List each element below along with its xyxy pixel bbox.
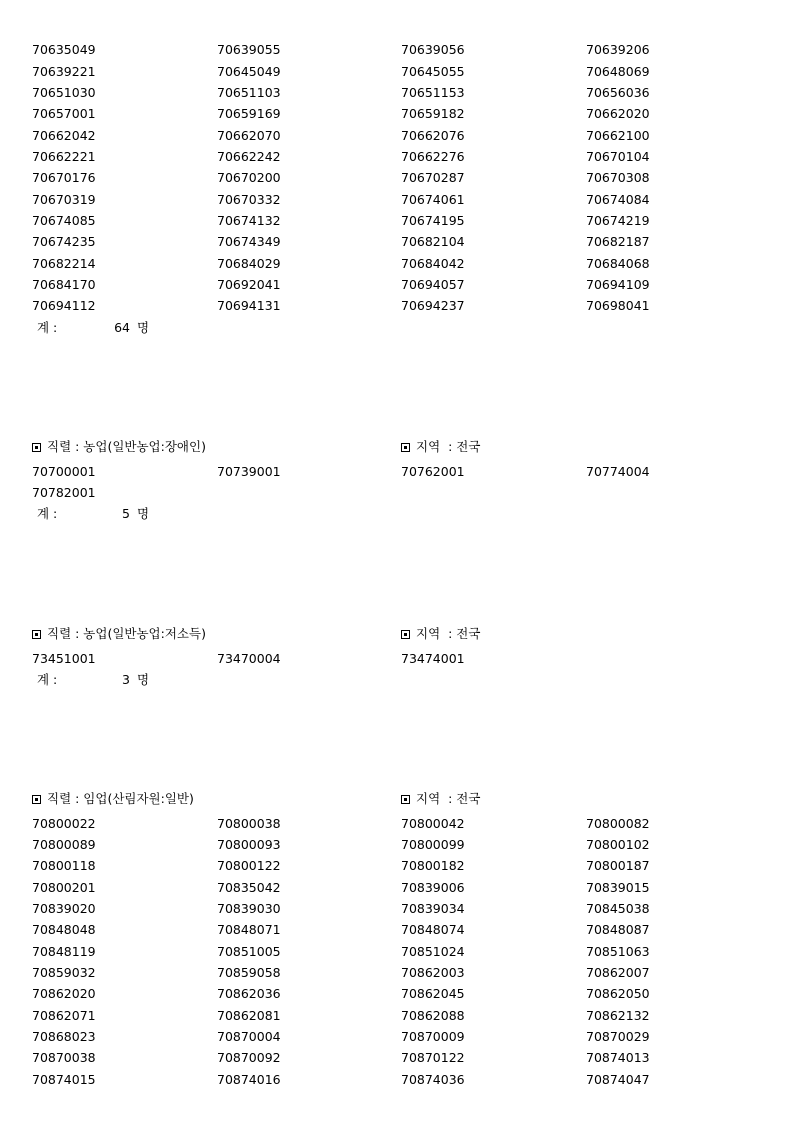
id-cell: 70662020 bbox=[586, 106, 650, 121]
id-cell: 73451001 bbox=[32, 651, 96, 666]
id-cell: 70874015 bbox=[32, 1072, 96, 1087]
total-unit: 명 bbox=[137, 506, 150, 521]
region-header bbox=[401, 788, 480, 810]
id-cell: 70839020 bbox=[32, 901, 96, 916]
table-row bbox=[0, 189, 793, 210]
id-cell: 73470004 bbox=[217, 651, 281, 666]
id-cell: 70870009 bbox=[401, 1029, 465, 1044]
table-row bbox=[0, 983, 793, 1004]
square-bullet-icon bbox=[32, 795, 41, 804]
id-cell: 70674061 bbox=[401, 192, 465, 207]
square-bullet-icon bbox=[401, 630, 410, 639]
table-row bbox=[0, 1047, 793, 1068]
id-cell: 70800201 bbox=[32, 880, 96, 895]
id-cell: 70862003 bbox=[401, 965, 465, 980]
id-cell: 70698041 bbox=[586, 298, 650, 313]
id-cell: 70662242 bbox=[217, 149, 281, 164]
id-cell: 70670176 bbox=[32, 170, 96, 185]
total-label: 계 : bbox=[37, 672, 58, 687]
id-cell: 70851063 bbox=[586, 944, 650, 959]
id-cell: 70848119 bbox=[32, 944, 96, 959]
id-cell: 70874036 bbox=[401, 1072, 465, 1087]
job-category-header bbox=[32, 788, 194, 810]
table-row bbox=[0, 295, 793, 316]
table-row bbox=[0, 274, 793, 295]
id-cell: 70800038 bbox=[217, 816, 281, 831]
id-cell: 70659182 bbox=[401, 106, 465, 121]
id-cell: 70684170 bbox=[32, 277, 96, 292]
square-bullet-icon bbox=[401, 795, 410, 804]
id-cell: 70662100 bbox=[586, 128, 650, 143]
id-cell: 70862045 bbox=[401, 986, 465, 1001]
id-cell: 70682214 bbox=[32, 256, 96, 271]
region-label: 지역 : 전국 bbox=[416, 626, 481, 641]
id-cell: 70674195 bbox=[401, 213, 465, 228]
total-unit: 명 bbox=[137, 320, 150, 335]
id-cell: 70874013 bbox=[586, 1050, 650, 1065]
id-cell: 70648069 bbox=[586, 64, 650, 79]
id-cell: 70639056 bbox=[401, 42, 465, 57]
table-row bbox=[0, 919, 793, 940]
id-cell: 70670287 bbox=[401, 170, 465, 185]
id-cell: 70851024 bbox=[401, 944, 465, 959]
id-cell: 70694237 bbox=[401, 298, 465, 313]
id-cell: 70659169 bbox=[217, 106, 281, 121]
square-bullet-icon bbox=[32, 443, 41, 452]
id-cell: 70662076 bbox=[401, 128, 465, 143]
table-row bbox=[0, 834, 793, 855]
total-row bbox=[0, 669, 793, 690]
id-cell: 70862088 bbox=[401, 1008, 465, 1023]
id-cell: 70674084 bbox=[586, 192, 650, 207]
table-row bbox=[0, 877, 793, 898]
id-cell: 70800099 bbox=[401, 837, 465, 852]
id-cell: 70645055 bbox=[401, 64, 465, 79]
id-cell: 70684042 bbox=[401, 256, 465, 271]
table-row bbox=[0, 855, 793, 876]
table-row bbox=[0, 962, 793, 983]
id-cell: 70800102 bbox=[586, 837, 650, 852]
total-label: 계 : bbox=[37, 320, 58, 335]
id-cell: 73474001 bbox=[401, 651, 465, 666]
table-row bbox=[0, 941, 793, 962]
table-row bbox=[0, 103, 793, 124]
id-cell: 70862036 bbox=[217, 986, 281, 1001]
id-cell: 70694131 bbox=[217, 298, 281, 313]
id-cell: 70848071 bbox=[217, 922, 281, 937]
id-cell: 70839030 bbox=[217, 901, 281, 916]
id-cell: 70862020 bbox=[32, 986, 96, 1001]
region-header bbox=[401, 436, 480, 458]
id-cell: 70670104 bbox=[586, 149, 650, 164]
region-label: 지역 : 전국 bbox=[416, 791, 481, 806]
id-cell: 70848074 bbox=[401, 922, 465, 937]
table-row bbox=[0, 210, 793, 231]
id-cell: 70684029 bbox=[217, 256, 281, 271]
id-cell: 70839006 bbox=[401, 880, 465, 895]
id-cell: 70639055 bbox=[217, 42, 281, 57]
id-cell: 70862050 bbox=[586, 986, 650, 1001]
id-cell: 70870092 bbox=[217, 1050, 281, 1065]
table-row bbox=[0, 1026, 793, 1047]
total-row bbox=[0, 503, 793, 524]
job-category-label: 직렬 : 농업(일반농업:저소득) bbox=[47, 626, 206, 641]
id-cell: 70800187 bbox=[586, 858, 650, 873]
id-cell: 70684068 bbox=[586, 256, 650, 271]
table-row bbox=[0, 1005, 793, 1026]
table-row bbox=[0, 231, 793, 252]
id-cell: 70670319 bbox=[32, 192, 96, 207]
id-cell: 70651103 bbox=[217, 85, 281, 100]
id-cell: 70670332 bbox=[217, 192, 281, 207]
id-cell: 70870004 bbox=[217, 1029, 281, 1044]
id-cell: 70874047 bbox=[586, 1072, 650, 1087]
id-cell: 70656036 bbox=[586, 85, 650, 100]
id-cell: 70859032 bbox=[32, 965, 96, 980]
id-cell: 70674085 bbox=[32, 213, 96, 228]
id-cell: 70800022 bbox=[32, 816, 96, 831]
table-row bbox=[0, 1069, 793, 1090]
table-row bbox=[0, 146, 793, 167]
id-cell: 70870029 bbox=[586, 1029, 650, 1044]
id-cell: 70645049 bbox=[217, 64, 281, 79]
id-cell: 70851005 bbox=[217, 944, 281, 959]
table-row bbox=[0, 61, 793, 82]
id-cell: 70674132 bbox=[217, 213, 281, 228]
total-count: 3 bbox=[122, 672, 130, 687]
total-label: 계 : bbox=[37, 506, 58, 521]
id-cell: 70694112 bbox=[32, 298, 96, 313]
id-cell: 70662070 bbox=[217, 128, 281, 143]
id-cell: 70874016 bbox=[217, 1072, 281, 1087]
id-cell: 70774004 bbox=[586, 464, 650, 479]
total-row bbox=[0, 317, 793, 338]
id-cell: 70639206 bbox=[586, 42, 650, 57]
id-cell: 70800089 bbox=[32, 837, 96, 852]
id-cell: 70859058 bbox=[217, 965, 281, 980]
table-row bbox=[0, 482, 793, 503]
table-row bbox=[0, 813, 793, 834]
id-cell: 70670308 bbox=[586, 170, 650, 185]
id-cell: 70870122 bbox=[401, 1050, 465, 1065]
id-cell: 70674219 bbox=[586, 213, 650, 228]
id-cell: 70762001 bbox=[401, 464, 465, 479]
square-bullet-icon bbox=[401, 443, 410, 452]
id-cell: 70870038 bbox=[32, 1050, 96, 1065]
id-cell: 70682104 bbox=[401, 234, 465, 249]
total-unit: 명 bbox=[137, 672, 150, 687]
id-cell: 70800182 bbox=[401, 858, 465, 873]
id-cell: 70839034 bbox=[401, 901, 465, 916]
id-cell: 70682187 bbox=[586, 234, 650, 249]
table-row bbox=[0, 648, 793, 669]
table-row bbox=[0, 125, 793, 146]
id-cell: 70670200 bbox=[217, 170, 281, 185]
id-cell: 70835042 bbox=[217, 880, 281, 895]
id-cell: 70800118 bbox=[32, 858, 96, 873]
total-count: 5 bbox=[122, 506, 130, 521]
table-row bbox=[0, 39, 793, 60]
job-category-label: 직렬 : 농업(일반농업:장애인) bbox=[47, 439, 206, 454]
id-cell: 70848048 bbox=[32, 922, 96, 937]
id-cell: 70862007 bbox=[586, 965, 650, 980]
job-category-label: 직렬 : 임업(산림자원:일반) bbox=[47, 791, 194, 806]
id-cell: 70662276 bbox=[401, 149, 465, 164]
table-row bbox=[0, 82, 793, 103]
table-row bbox=[0, 461, 793, 482]
id-cell: 70692041 bbox=[217, 277, 281, 292]
id-cell: 70800082 bbox=[586, 816, 650, 831]
id-cell: 70700001 bbox=[32, 464, 96, 479]
id-cell: 70839015 bbox=[586, 880, 650, 895]
id-cell: 70739001 bbox=[217, 464, 281, 479]
id-cell: 70800122 bbox=[217, 858, 281, 873]
id-cell: 70662221 bbox=[32, 149, 96, 164]
id-cell: 70651153 bbox=[401, 85, 465, 100]
id-cell: 70862071 bbox=[32, 1008, 96, 1023]
id-cell: 70674349 bbox=[217, 234, 281, 249]
table-row bbox=[0, 167, 793, 188]
job-category-header bbox=[32, 623, 206, 645]
id-cell: 70848087 bbox=[586, 922, 650, 937]
id-cell: 70639221 bbox=[32, 64, 96, 79]
region-header bbox=[401, 623, 480, 645]
region-label: 지역 : 전국 bbox=[416, 439, 481, 454]
id-cell: 70782001 bbox=[32, 485, 96, 500]
job-category-header bbox=[32, 436, 206, 458]
id-cell: 70694057 bbox=[401, 277, 465, 292]
id-cell: 70868023 bbox=[32, 1029, 96, 1044]
id-cell: 70657001 bbox=[32, 106, 96, 121]
square-bullet-icon bbox=[32, 630, 41, 639]
total-count: 64 bbox=[114, 320, 130, 335]
id-cell: 70651030 bbox=[32, 85, 96, 100]
table-row bbox=[0, 898, 793, 919]
id-cell: 70674235 bbox=[32, 234, 96, 249]
id-cell: 70862081 bbox=[217, 1008, 281, 1023]
id-cell: 70845038 bbox=[586, 901, 650, 916]
id-cell: 70862132 bbox=[586, 1008, 650, 1023]
id-cell: 70800042 bbox=[401, 816, 465, 831]
table-row bbox=[0, 253, 793, 274]
id-cell: 70662042 bbox=[32, 128, 96, 143]
id-cell: 70635049 bbox=[32, 42, 96, 57]
id-cell: 70694109 bbox=[586, 277, 650, 292]
id-cell: 70800093 bbox=[217, 837, 281, 852]
